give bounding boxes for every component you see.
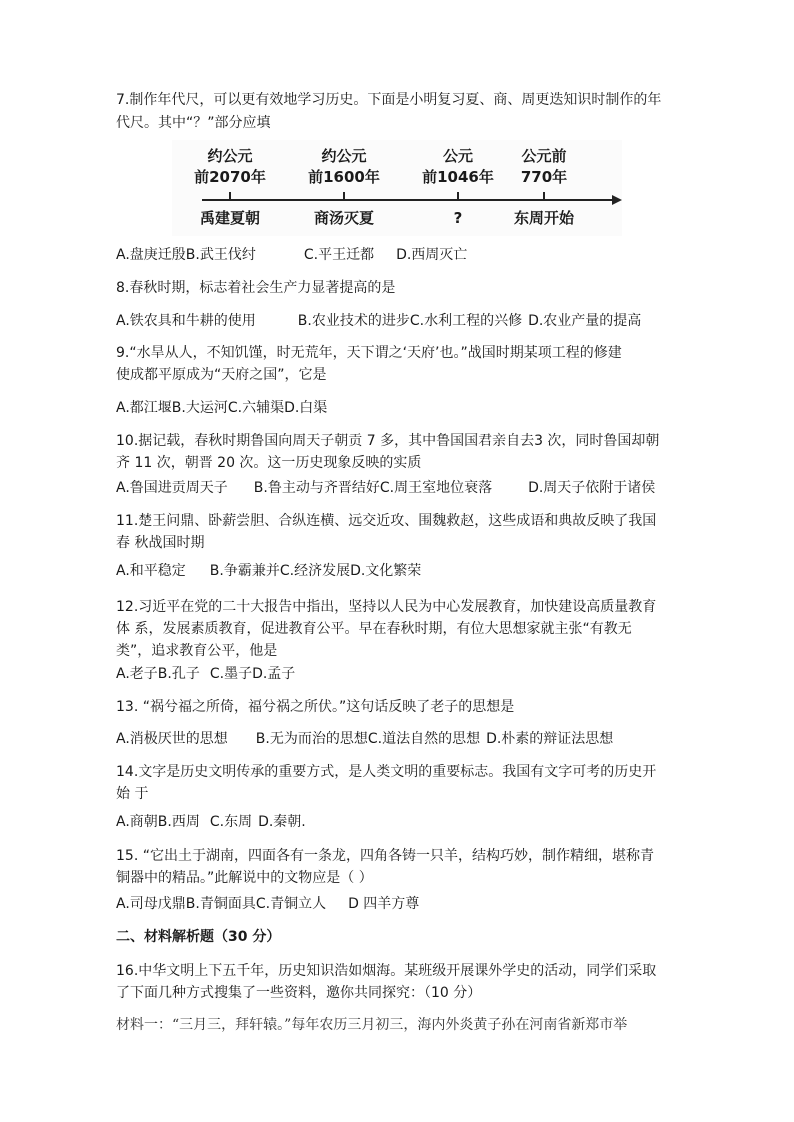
section-heading: 二、材料解析题（30 分） bbox=[116, 929, 281, 945]
q12-stem-line3: 类”，追求教育公平，他是 bbox=[116, 643, 278, 659]
q10-option-b: B.鲁主动与齐晋结好 bbox=[253, 480, 380, 496]
q10-option-c: C.周王室地位衰落 bbox=[379, 480, 493, 496]
q11-stem-line1: 11.楚王问鼎、卧薪尝胆、合纵连横、远交近攻、围魏救赵，这些成语和典故反映了我国 bbox=[116, 513, 657, 529]
q10-option-d: D.周天子依附于诸侯 bbox=[528, 480, 656, 496]
q13-option-b: B.无为而治的思想 bbox=[255, 731, 368, 747]
q11-option-b: B.争霸兼并 bbox=[209, 563, 280, 579]
timeline-date-2: 约公元 前1600年 bbox=[308, 147, 380, 186]
timeline-event-4: 东周开始 bbox=[513, 209, 574, 227]
q10-stem-line1: 10.据记载，春秋时期鲁国向周天子朝贡 7 多，其中鲁国国君亲自去3 次，同时鲁国却朝 bbox=[116, 433, 660, 449]
q13-option-a: A.消极厌世的思想 bbox=[116, 731, 228, 747]
q15-stem-line2: 铜器中的精品。”此解说中的文物应是（ ） bbox=[116, 870, 373, 886]
q12-option-c: C.墨子 bbox=[209, 666, 253, 682]
q12-option-d: D.孟子 bbox=[252, 666, 296, 682]
q11-option-d: D.文化繁荣 bbox=[350, 563, 422, 579]
q9-stem-line2: 使成都平原成为“天府之国”，它是 bbox=[116, 367, 327, 383]
q12-option-b: B.孔子 bbox=[157, 666, 200, 682]
q8-stem: 8.春秋时期，标志着社会生产力显著提高的是 bbox=[116, 280, 396, 296]
q12-option-a: A.老子 bbox=[116, 666, 158, 682]
timeline-date-4: 公元前 770年 bbox=[520, 147, 568, 186]
q11-option-a: A.和平稳定 bbox=[116, 563, 186, 579]
q14-options bbox=[116, 811, 686, 834]
q7-stem-line2: 代尺。其中“？”部分应填 bbox=[116, 115, 271, 131]
q8-option-c: C.水利工程的兴修 bbox=[409, 313, 523, 329]
q12-options bbox=[116, 663, 686, 686]
q9-option-a: A.都江堰 bbox=[116, 400, 172, 416]
q7-stem-line1: 7.制作年代尺，可以更有效地学习历史。下面是小明复习夏、商、周更迭知识时制作的年 bbox=[116, 92, 662, 108]
q13-options bbox=[116, 728, 686, 751]
q10-stem-line2: 齐 11 次，朝晋 20 次。这一历史现象反映的实质 bbox=[116, 455, 422, 471]
q14-stem-line2: 始 于 bbox=[116, 786, 149, 802]
q11-option-c: C.经济发展 bbox=[279, 563, 351, 579]
q14-option-d: D.秦朝. bbox=[258, 814, 306, 830]
q7-options bbox=[116, 244, 686, 267]
q7-option-c: C.平王迁都 bbox=[303, 247, 375, 263]
timeline-date-1: 约公元 前2070年 bbox=[194, 147, 266, 186]
q9-option-b: B.大运河 bbox=[171, 400, 228, 416]
q13-option-d: D.朴素的辩证法思想 bbox=[486, 731, 614, 747]
q16-material1: 材料一：“三月三，拜轩辕。”每年农历三月初三，海内外炎黄子孙在河南省新郑市举 bbox=[116, 1017, 628, 1033]
q10-options bbox=[116, 477, 686, 500]
q10-option-a: A.鲁国进贡周天子 bbox=[116, 480, 228, 496]
q9-options bbox=[116, 397, 686, 420]
q12-stem-line1: 12.习近平在党的二十大报告中指出，坚持以人民为中心发展教育，加快建设高质量教育 bbox=[116, 599, 657, 615]
q8-option-d: D.农业产量的提高 bbox=[528, 313, 642, 329]
q11-options bbox=[116, 560, 686, 583]
q13-option-c: C.道法自然的思想 bbox=[367, 731, 481, 747]
q9-option-d: D.白渠 bbox=[284, 400, 328, 416]
q8-option-a: A.铁农具和牛耕的使用 bbox=[116, 313, 256, 329]
q14-option-a: A.商朝 bbox=[116, 814, 158, 830]
q15-option-a: A.司母戊鼎 bbox=[116, 896, 186, 912]
timeline-figure bbox=[172, 140, 622, 236]
q8-options bbox=[116, 310, 686, 333]
q9-stem-line1: 9.“水旱从人，不知饥馑，时无荒年，天下谓之‘天府’也。”战国时期某项工程的修建 bbox=[116, 345, 622, 361]
q15-option-d: D 四羊方尊 bbox=[348, 896, 420, 912]
q14-option-b: B.西周 bbox=[157, 814, 200, 830]
q13-stem: 13. “祸兮福之所倚，福兮祸之所伏。”这句话反映了老子的思想是 bbox=[116, 699, 515, 715]
q7-option-b: B.武王伐纣 bbox=[185, 247, 256, 263]
q12-stem-line2: 体 系，发展素质教育，促进教育公平。早在春秋时期，有位大思想家就主张“有教无 bbox=[116, 621, 632, 637]
q16-stem-line2: 了下面几种方式搜集了一些资料，邀你共同探究：（10 分） bbox=[116, 985, 482, 1001]
q15-options bbox=[116, 893, 686, 916]
q15-option-c: C.青铜立人 bbox=[255, 896, 327, 912]
q8-option-b: B.农业技术的进步 bbox=[297, 313, 410, 329]
q15-option-b: B.青铜面具 bbox=[185, 896, 256, 912]
q15-stem-line1: 15. “它出土于湖南，四面各有一条龙，四角各铸一只羊，结构巧妙，制作精细，堪称青 bbox=[116, 848, 654, 864]
q16-stem-line1: 16.中华文明上下五千年，历史知识浩如烟海。某班级开展课外学史的活动，同学们采取 bbox=[116, 963, 657, 979]
timeline-event-2: 商汤灭夏 bbox=[313, 209, 374, 227]
q9-option-c: C.六辅渠 bbox=[227, 400, 285, 416]
q11-stem-line2: 春 秋战国时期 bbox=[116, 535, 205, 551]
timeline-event-1: 禹建夏朝 bbox=[199, 209, 260, 227]
q14-option-c: C.东周 bbox=[209, 814, 253, 830]
timeline-date-3: 公元 前1046年 bbox=[422, 147, 494, 186]
timeline-event-3: ? bbox=[453, 209, 463, 227]
q7-option-d: D.西周灭亡 bbox=[396, 247, 468, 263]
q14-stem-line1: 14.文字是历史文明传承的重要方式，是人类文明的重要标志。我国有文字可考的历史开 bbox=[116, 764, 657, 780]
q7-option-a: A.盘庚迁殷 bbox=[116, 247, 186, 263]
